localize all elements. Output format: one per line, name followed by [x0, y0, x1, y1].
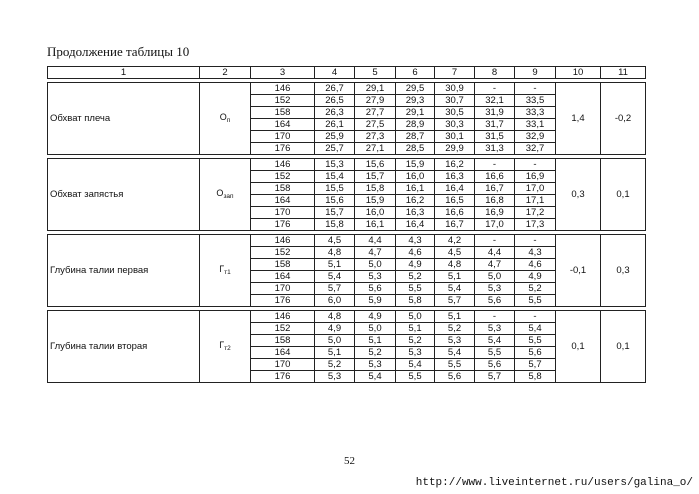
value-cell: 5,0 — [396, 311, 435, 323]
value-cell: 5,1 — [315, 347, 355, 359]
value-cell: 33,1 — [515, 119, 556, 131]
value-cell: 5,6 — [355, 283, 396, 295]
value-cell: 4,8 — [315, 311, 355, 323]
value-cell: 5,3 — [435, 335, 475, 347]
value-cell: 27,5 — [355, 119, 396, 131]
value-cell: 4,5 — [435, 247, 475, 259]
value-cell: 30,1 — [435, 131, 475, 143]
value-cell: 31,9 — [475, 107, 515, 119]
value-cell: 16,0 — [396, 171, 435, 183]
watermark-url: http://www.liveinternet.ru/users/galina_o/ — [415, 477, 693, 489]
column-10-value: 0,3 — [556, 159, 601, 231]
table-body — [48, 67, 646, 383]
value-cell: 27,9 — [355, 95, 396, 107]
value-cell: 5,2 — [315, 359, 355, 371]
value-cell: 5,3 — [355, 359, 396, 371]
value-cell: 28,7 — [396, 131, 435, 143]
height-cell: 176 — [251, 219, 315, 231]
height-cell: 152 — [251, 323, 315, 335]
value-cell: 29,9 — [435, 143, 475, 155]
value-cell: 27,7 — [355, 107, 396, 119]
value-cell: 28,9 — [396, 119, 435, 131]
value-cell: 4,7 — [475, 259, 515, 271]
height-cell: 164 — [251, 119, 315, 131]
symbol-letter: Г — [219, 263, 225, 274]
table-row — [48, 311, 646, 323]
value-cell: 16,9 — [475, 207, 515, 219]
value-cell: 16,2 — [435, 159, 475, 171]
table-caption: Продолжение таблицы 10 — [47, 44, 190, 59]
value-cell: 5,4 — [396, 359, 435, 371]
value-cell: 33,3 — [515, 107, 556, 119]
value-cell: 4,9 — [315, 323, 355, 335]
column-number-row — [48, 67, 646, 79]
value-cell: 16,5 — [435, 195, 475, 207]
value-cell: 4,7 — [355, 247, 396, 259]
value-cell: 17,1 — [515, 195, 556, 207]
value-cell: 5,5 — [515, 335, 556, 347]
value-cell: 4,9 — [396, 259, 435, 271]
value-cell: 26,5 — [315, 95, 355, 107]
value-cell: 32,9 — [515, 131, 556, 143]
value-cell: 5,4 — [475, 335, 515, 347]
value-cell: 26,3 — [315, 107, 355, 119]
column-number: 2 — [200, 67, 251, 79]
value-cell: 5,6 — [515, 347, 556, 359]
value-cell: 16,0 — [355, 207, 396, 219]
column-number: 5 — [355, 67, 396, 79]
value-cell: 31,3 — [475, 143, 515, 155]
value-cell: - — [475, 83, 515, 95]
height-cell: 158 — [251, 259, 315, 271]
value-cell: - — [475, 311, 515, 323]
value-cell: 28,5 — [396, 143, 435, 155]
table-row — [48, 83, 646, 95]
height-cell: 176 — [251, 295, 315, 307]
value-cell: 4,3 — [515, 247, 556, 259]
value-cell: 5,4 — [355, 371, 396, 383]
value-cell: 5,7 — [315, 283, 355, 295]
symbol-subscript: т2 — [224, 344, 231, 352]
height-cell: 164 — [251, 271, 315, 283]
symbol-subscript: п — [226, 116, 231, 124]
column-number: 3 — [251, 67, 315, 79]
column-number: 9 — [515, 67, 556, 79]
value-cell: 5,1 — [315, 259, 355, 271]
value-cell: 29,3 — [396, 95, 435, 107]
value-cell: 5,1 — [355, 335, 396, 347]
column-10-value: 0,1 — [556, 311, 601, 383]
value-cell: 15,5 — [315, 183, 355, 195]
value-cell: 17,0 — [515, 183, 556, 195]
column-number: 6 — [396, 67, 435, 79]
measurement-symbol — [200, 83, 251, 155]
column-number: 1 — [48, 67, 200, 79]
table-row — [48, 235, 646, 247]
value-cell: 16,4 — [435, 183, 475, 195]
value-cell: - — [515, 235, 556, 247]
height-cell: 164 — [251, 347, 315, 359]
value-cell: 5,6 — [475, 359, 515, 371]
value-cell: - — [515, 159, 556, 171]
column-11-value: 0,3 — [601, 235, 646, 307]
value-cell: 4,4 — [355, 235, 396, 247]
value-cell: 33,5 — [515, 95, 556, 107]
value-cell: 25,9 — [315, 131, 355, 143]
value-cell: 30,7 — [435, 95, 475, 107]
height-cell: 158 — [251, 183, 315, 195]
height-cell: 170 — [251, 283, 315, 295]
value-cell: 29,1 — [355, 83, 396, 95]
value-cell: 16,4 — [396, 219, 435, 231]
value-cell: 15,8 — [315, 219, 355, 231]
symbol-letter: Г — [219, 339, 225, 350]
measurement-name: Глубина талии первая — [48, 235, 200, 307]
value-cell: 29,5 — [396, 83, 435, 95]
column-number: 8 — [475, 67, 515, 79]
value-cell: 16,9 — [515, 171, 556, 183]
measurement-symbol — [200, 159, 251, 231]
value-cell: 5,1 — [435, 271, 475, 283]
column-11-value: -0,2 — [601, 83, 646, 155]
value-cell: 15,6 — [315, 195, 355, 207]
value-cell: 4,2 — [435, 235, 475, 247]
symbol-letter: О — [216, 187, 224, 198]
value-cell: 5,7 — [515, 359, 556, 371]
value-cell: 16,2 — [396, 195, 435, 207]
column-10-value: 1,4 — [556, 83, 601, 155]
height-cell: 152 — [251, 171, 315, 183]
value-cell: 4,6 — [515, 259, 556, 271]
value-cell: 5,3 — [396, 347, 435, 359]
value-cell: 5,6 — [435, 371, 475, 383]
value-cell: 4,9 — [515, 271, 556, 283]
value-cell: 15,7 — [315, 207, 355, 219]
value-cell: - — [475, 159, 515, 171]
height-cell: 176 — [251, 143, 315, 155]
value-cell: 25,7 — [315, 143, 355, 155]
value-cell: 5,4 — [435, 283, 475, 295]
height-cell: 146 — [251, 83, 315, 95]
value-cell: - — [475, 235, 515, 247]
height-cell: 170 — [251, 207, 315, 219]
measurement-symbol — [200, 311, 251, 383]
value-cell: 16,1 — [396, 183, 435, 195]
value-cell: 5,2 — [435, 323, 475, 335]
value-cell: 4,9 — [355, 311, 396, 323]
value-cell: 16,1 — [355, 219, 396, 231]
value-cell: 5,5 — [435, 359, 475, 371]
value-cell: 5,0 — [355, 323, 396, 335]
column-number: 4 — [315, 67, 355, 79]
height-cell: 170 — [251, 131, 315, 143]
value-cell: 4,4 — [475, 247, 515, 259]
value-cell: 5,2 — [396, 335, 435, 347]
column-number: 10 — [556, 67, 601, 79]
height-cell: 176 — [251, 371, 315, 383]
value-cell: 31,5 — [475, 131, 515, 143]
value-cell: 4,8 — [435, 259, 475, 271]
value-cell: 4,6 — [396, 247, 435, 259]
value-cell: 5,6 — [475, 295, 515, 307]
column-10-value: -0,1 — [556, 235, 601, 307]
value-cell: 5,3 — [355, 271, 396, 283]
page-number: 52 — [344, 455, 355, 467]
value-cell: 15,8 — [355, 183, 396, 195]
value-cell: 27,1 — [355, 143, 396, 155]
value-cell: 15,7 — [355, 171, 396, 183]
value-cell: 32,1 — [475, 95, 515, 107]
value-cell: 5,5 — [475, 347, 515, 359]
value-cell: 26,7 — [315, 83, 355, 95]
symbol-subscript: зап — [223, 192, 234, 200]
value-cell: 4,5 — [315, 235, 355, 247]
value-cell: 5,4 — [515, 323, 556, 335]
value-cell: 16,6 — [475, 171, 515, 183]
value-cell: 16,6 — [435, 207, 475, 219]
value-cell: 15,9 — [396, 159, 435, 171]
value-cell: 4,3 — [396, 235, 435, 247]
height-cell: 164 — [251, 195, 315, 207]
value-cell: 17,3 — [515, 219, 556, 231]
value-cell: 32,7 — [515, 143, 556, 155]
value-cell: 16,3 — [435, 171, 475, 183]
value-cell: 5,4 — [435, 347, 475, 359]
measurement-symbol — [200, 235, 251, 307]
value-cell: 16,8 — [475, 195, 515, 207]
value-cell: 5,0 — [475, 271, 515, 283]
value-cell: 17,0 — [475, 219, 515, 231]
value-cell: 5,3 — [475, 323, 515, 335]
height-cell: 158 — [251, 335, 315, 347]
value-cell: 31,7 — [475, 119, 515, 131]
value-cell: 5,0 — [355, 259, 396, 271]
value-cell: 4,8 — [315, 247, 355, 259]
measurement-name: Глубина талии вторая — [48, 311, 200, 383]
value-cell: 15,4 — [315, 171, 355, 183]
value-cell: 5,8 — [515, 371, 556, 383]
value-cell: 30,9 — [435, 83, 475, 95]
height-cell: 170 — [251, 359, 315, 371]
value-cell: 30,3 — [435, 119, 475, 131]
table-row — [48, 159, 646, 171]
height-cell: 146 — [251, 311, 315, 323]
value-cell: 16,7 — [475, 183, 515, 195]
value-cell: 17,2 — [515, 207, 556, 219]
measurement-name: Обхват плеча — [48, 83, 200, 155]
column-number: 11 — [601, 67, 646, 79]
column-11-value: 0,1 — [601, 311, 646, 383]
value-cell: 29,1 — [396, 107, 435, 119]
value-cell: 5,1 — [396, 323, 435, 335]
value-cell: 5,9 — [355, 295, 396, 307]
value-cell: 5,3 — [315, 371, 355, 383]
value-cell: 5,5 — [515, 295, 556, 307]
value-cell: 16,7 — [435, 219, 475, 231]
value-cell: 5,2 — [515, 283, 556, 295]
value-cell: 5,5 — [396, 371, 435, 383]
measurements-table — [47, 66, 646, 383]
height-cell: 146 — [251, 159, 315, 171]
symbol-subscript: т1 — [224, 268, 231, 276]
value-cell: 26,1 — [315, 119, 355, 131]
height-cell: 152 — [251, 247, 315, 259]
value-cell: 5,7 — [475, 371, 515, 383]
value-cell: 15,9 — [355, 195, 396, 207]
value-cell: 5,4 — [315, 271, 355, 283]
value-cell: 16,3 — [396, 207, 435, 219]
column-11-value: 0,1 — [601, 159, 646, 231]
value-cell: 5,1 — [435, 311, 475, 323]
value-cell: 27,3 — [355, 131, 396, 143]
height-cell: 158 — [251, 107, 315, 119]
value-cell: 6,0 — [315, 295, 355, 307]
value-cell: 15,3 — [315, 159, 355, 171]
height-cell: 146 — [251, 235, 315, 247]
value-cell: 5,0 — [315, 335, 355, 347]
symbol-letter: О — [219, 111, 227, 122]
value-cell: 30,5 — [435, 107, 475, 119]
value-cell: 5,2 — [355, 347, 396, 359]
value-cell: 5,7 — [435, 295, 475, 307]
value-cell: - — [515, 311, 556, 323]
value-cell: 5,5 — [396, 283, 435, 295]
height-cell: 152 — [251, 95, 315, 107]
value-cell: 15,6 — [355, 159, 396, 171]
measurement-name: Обхват запястья — [48, 159, 200, 231]
value-cell: 5,8 — [396, 295, 435, 307]
value-cell: 5,2 — [396, 271, 435, 283]
value-cell: - — [515, 83, 556, 95]
value-cell: 5,3 — [475, 283, 515, 295]
column-number: 7 — [435, 67, 475, 79]
